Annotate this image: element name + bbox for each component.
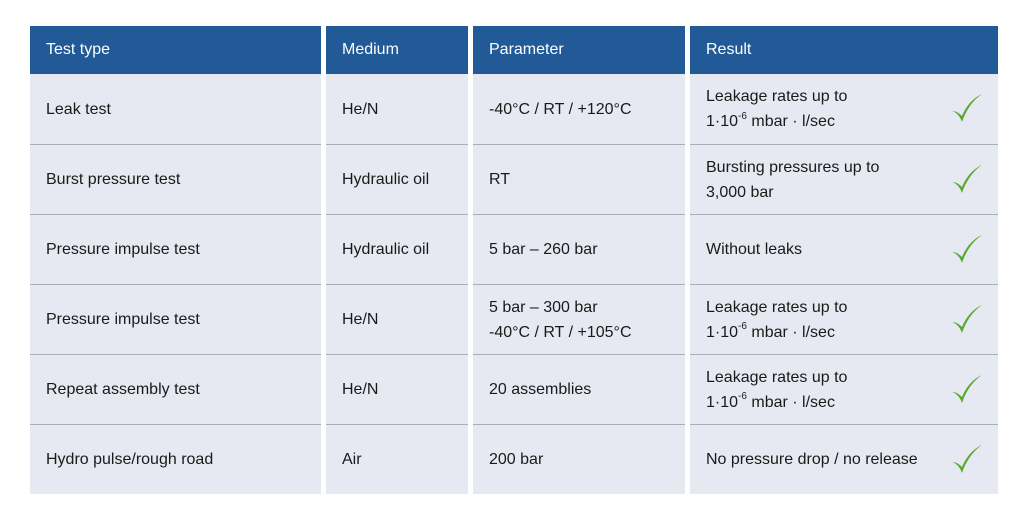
cell-parameter	[473, 354, 685, 424]
test-type-text: Burst pressure test	[46, 171, 181, 188]
parameter-line: 200 bar	[489, 451, 544, 468]
cell-result	[690, 284, 998, 354]
cell-result	[690, 214, 998, 284]
medium-text: He/N	[342, 381, 379, 398]
cell-test-type	[30, 354, 321, 424]
medium-text: Air	[342, 451, 362, 468]
checkmark-icon	[950, 92, 984, 126]
cell-parameter	[473, 74, 685, 144]
cell-test-type	[30, 424, 321, 494]
cell-medium	[326, 144, 468, 214]
result-line: 3,000 bar	[706, 183, 774, 201]
test-type-text: Repeat assembly test	[46, 381, 200, 398]
result-line: Leakage rates up to	[706, 88, 848, 105]
test-type-text: Hydro pulse/rough road	[46, 451, 214, 468]
parameter-line: RT	[489, 171, 511, 188]
medium-text: He/N	[342, 100, 379, 118]
cell-medium	[326, 424, 468, 494]
checkmark-icon	[950, 443, 984, 477]
checkmark-icon	[950, 233, 984, 267]
cell-test-type	[30, 74, 321, 144]
result-line: Bursting pressures up to	[706, 158, 880, 176]
parameter-line: -40°C / RT / +105°C	[489, 323, 632, 341]
result-line: Leakage rates up to	[706, 298, 848, 316]
header-medium: Medium	[326, 26, 468, 74]
result-line: $1\cdot 10^{-6}$ mbar · l/sec	[706, 110, 835, 130]
test-type-text: Pressure impulse test	[46, 311, 200, 328]
result-line: $1\cdot 10^{-6}$ mbar · l/sec	[706, 321, 835, 341]
result-line: Without leaks	[706, 241, 803, 258]
checkmark-icon	[950, 303, 984, 337]
test-results-table	[30, 26, 996, 497]
cell-parameter	[473, 214, 685, 284]
parameter-line: 5 bar – 300 bar	[489, 298, 598, 316]
cell-test-type	[30, 144, 321, 214]
header-test-type: Test type	[30, 26, 321, 74]
cell-medium	[326, 284, 468, 354]
cell-medium	[326, 74, 468, 144]
header-result: Result	[690, 26, 998, 74]
medium-text: Hydraulic oil	[342, 171, 430, 188]
cell-result	[690, 424, 998, 494]
cell-test-type	[30, 214, 321, 284]
test-type-text: Leak test	[46, 100, 111, 118]
cell-result	[690, 144, 998, 214]
checkmark-icon	[950, 373, 984, 407]
medium-text: Hydraulic oil	[342, 241, 430, 258]
parameter-line: 20 assemblies	[489, 381, 592, 398]
cell-parameter	[473, 144, 685, 214]
cell-medium	[326, 354, 468, 424]
header-parameter: Parameter	[473, 26, 685, 74]
cell-parameter	[473, 424, 685, 494]
result-line: $1\cdot 10^{-6}$ mbar · l/sec	[706, 391, 835, 411]
cell-test-type	[30, 284, 321, 354]
result-line: No pressure drop / no release	[706, 451, 918, 468]
parameter-line: -40°C / RT / +120°C	[489, 100, 632, 118]
result-line: Leakage rates up to	[706, 368, 848, 386]
medium-text: He/N	[342, 311, 379, 328]
cell-parameter	[473, 284, 685, 354]
parameter-line: 5 bar – 260 bar	[489, 241, 598, 258]
checkmark-icon	[950, 163, 984, 197]
cell-medium	[326, 214, 468, 284]
test-type-text: Pressure impulse test	[46, 241, 200, 258]
cell-result	[690, 74, 998, 144]
cell-result	[690, 354, 998, 424]
